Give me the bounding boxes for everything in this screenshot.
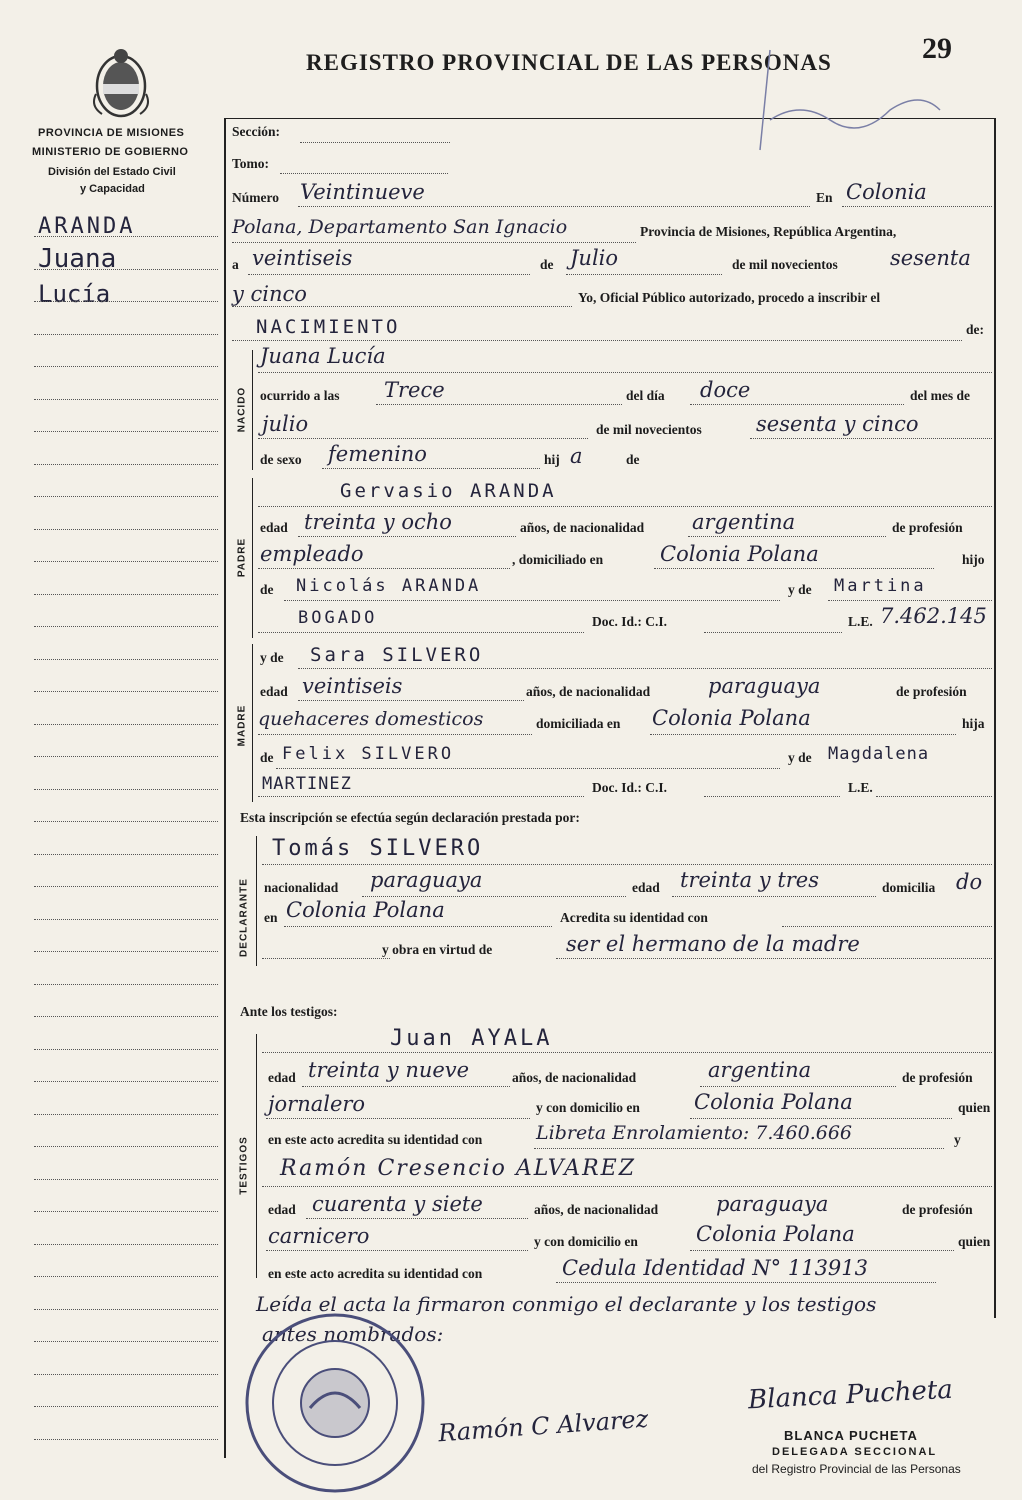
left-ruled-line	[34, 594, 218, 595]
madre-mother-a-value: Magdalena	[828, 744, 930, 764]
madre-hija-label: hija	[962, 716, 985, 731]
padre-mother-b-value: BOGADO	[298, 608, 378, 628]
numero-value: Veintinueve	[300, 180, 425, 204]
sexo-label: de sexo	[260, 452, 302, 467]
testigo-1-prof-value: jornalero	[268, 1092, 366, 1116]
left-ruled-line	[34, 1309, 218, 1310]
testigo-1-dom-value: Colonia Polana	[694, 1090, 853, 1114]
padre-mother-a-value: Martina	[834, 576, 927, 596]
madre-prof-label: de profesión	[896, 684, 967, 699]
declarante-dom-a-value: do	[956, 870, 983, 894]
madre-y-de-label-2: y de	[788, 750, 812, 765]
testigo-2-nac-label: años, de nacionalidad	[534, 1202, 659, 1217]
madre-father-value: Felix SILVERO	[282, 744, 455, 764]
left-ruled-line	[34, 1179, 218, 1180]
year-label: de mil novecientos	[732, 257, 838, 272]
place-a-value: Colonia	[846, 180, 927, 204]
hour-value: Trece	[384, 378, 445, 402]
del-dia-label: del día	[626, 388, 665, 403]
seccion-label: Sección:	[232, 124, 280, 139]
left-surname: ARANDA	[38, 214, 136, 239]
declarante-en-label: en	[264, 910, 278, 925]
province-label: PROVINCIA DE MISIONES	[38, 127, 185, 139]
declarante-bracket	[256, 836, 257, 966]
left-ruled-line	[34, 334, 218, 335]
testigo-1-edad-value: treinta y nueve	[308, 1058, 470, 1082]
padre-dom-label: , domiciliado en	[512, 552, 604, 567]
del-mes-label: del mes de	[910, 388, 970, 403]
madre-dom-label: domiciliada en	[536, 716, 621, 731]
testigo-1-quien-label: quien	[958, 1100, 991, 1115]
nacido-bracket	[252, 350, 253, 470]
testigos-intro: Ante los testigos:	[240, 1004, 338, 1019]
left-ruled-line	[34, 1406, 218, 1407]
madre-prof-value: quehaceres domesticos	[258, 708, 484, 730]
official-seal-icon	[240, 1308, 430, 1498]
official-name: BLANCA PUCHETA	[784, 1428, 918, 1443]
left-ruled-line	[34, 886, 218, 887]
place-b-value: Polana, Departamento San Ignacio	[232, 216, 568, 238]
testigo-2-acredita-label: en este acto acredita su identidad con	[268, 1266, 483, 1281]
declarante-virtud-value: ser el hermano de la madre	[566, 932, 860, 956]
left-ruled-line	[34, 1341, 218, 1342]
left-ruled-line	[34, 529, 218, 530]
de-colon-label: de:	[966, 322, 984, 337]
birth-day-value: doce	[700, 378, 751, 402]
page-number: 29	[922, 32, 952, 65]
margin-scribble	[740, 40, 960, 160]
left-ruled-line	[34, 821, 218, 822]
madre-bracket	[252, 644, 253, 802]
nacido-de-label: de	[626, 452, 640, 467]
madre-dom-value: Colonia Polana	[652, 706, 811, 730]
hij-suffix-value: a	[570, 444, 583, 468]
declarante-edad-value: treinta y tres	[680, 868, 820, 892]
declarante-obra-label: y obra en virtud de	[382, 942, 493, 957]
left-ruled-line	[34, 789, 218, 790]
left-ruled-line	[34, 919, 218, 920]
year-a-value: sesenta	[890, 246, 971, 270]
left-ruled-line	[34, 366, 218, 367]
left-frame-line	[224, 118, 226, 1458]
testigos-bracket	[256, 1034, 257, 1278]
left-ruled-line	[34, 1016, 218, 1017]
left-ruled-line	[34, 1439, 218, 1440]
madre-edad-value: veintiseis	[302, 674, 403, 698]
year-b-value: y cinco	[232, 282, 307, 306]
left-ruled-line	[34, 1374, 218, 1375]
madre-y-de-label: y de	[260, 650, 284, 665]
left-ruled-line	[34, 1146, 218, 1147]
testigo-1-prof-label: de profesión	[902, 1070, 973, 1085]
testigo-2-dom-value: Colonia Polana	[696, 1222, 855, 1246]
tomo-label: Tomo:	[232, 156, 270, 171]
hij-label: hij	[544, 452, 560, 467]
padre-edad-value: treinta y ocho	[304, 510, 452, 534]
testigo-2-id-value: Cedula Identidad N° 113913	[562, 1256, 869, 1280]
left-ruled-line	[34, 659, 218, 660]
left-ruled-line	[34, 301, 218, 302]
madre-edad-label: edad	[260, 684, 288, 699]
declarante-section-label: DECLARANTE	[238, 878, 250, 957]
declarante-dom-value: Colonia Polana	[286, 898, 445, 922]
witness-signature: Ramón C Alvarez	[437, 1404, 650, 1448]
left-ruled-line	[34, 431, 218, 432]
birth-year-value: sesenta y cinco	[756, 412, 919, 436]
padre-le-value: 7.462.145	[880, 604, 987, 628]
testigo-1-name: Juan AYALA	[390, 1026, 553, 1051]
division-label-2: y Capacidad	[80, 183, 145, 195]
padre-y-de-label: y de	[788, 582, 812, 597]
testigo-2-nac-value: paraguaya	[716, 1192, 829, 1216]
registry-title: REGISTRO PROVINCIAL DE LAS PERSONAS	[306, 50, 832, 75]
ocurrido-label: ocurrido a las	[260, 388, 340, 403]
testigo-2-dom-label: y con domicilio en	[534, 1234, 638, 1249]
official-role: DELEGADA SECCIONAL	[772, 1446, 938, 1458]
left-ruled-line	[34, 1081, 218, 1082]
left-ruled-line	[34, 496, 218, 497]
nacido-name: Juana Lucía	[260, 344, 386, 368]
month-value: Julio	[570, 246, 619, 270]
declarante-acredita-label: Acredita su identidad con	[560, 910, 708, 925]
testigo-2-prof-label: de profesión	[902, 1202, 973, 1217]
testigo-2-name: Ramón Cresencio ALVAREZ	[280, 1156, 636, 1181]
de-label: de	[540, 257, 554, 272]
division-label-1: División del Estado Civil	[48, 166, 176, 178]
madre-doc-label: Doc. Id.: C.I.	[592, 780, 668, 795]
nacido-year-label: de mil novecientos	[596, 422, 702, 437]
testigo-2-edad-label: edad	[268, 1202, 296, 1217]
declarante-nac-value: paraguaya	[370, 868, 483, 892]
left-name-1: Juana	[38, 244, 117, 274]
padre-nac-value: argentina	[692, 510, 796, 534]
madre-le-label: L.E.	[848, 780, 873, 795]
madre-mother-b-value: MARTINEZ	[262, 774, 352, 794]
testigo-2-edad-value: cuarenta y siete	[312, 1192, 483, 1216]
declarante-nac-label: nacionalidad	[264, 880, 339, 895]
left-name-2: Lucía	[38, 280, 111, 308]
madre-section-label: MADRE	[236, 704, 248, 747]
left-ruled-line	[34, 561, 218, 562]
left-ruled-line	[34, 854, 218, 855]
left-ruled-line	[34, 626, 218, 627]
official-org: del Registro Provincial de las Personas	[752, 1462, 961, 1476]
testigo-1-edad-label: edad	[268, 1070, 296, 1085]
ministry-label: MINISTERIO DE GOBIERNO	[32, 146, 189, 158]
nacido-section-label: NACIDO	[236, 386, 248, 433]
testigo-1-acredita-label: en este acto acredita su identidad con	[268, 1132, 483, 1147]
padre-name: Gervasio ARANDA	[340, 480, 557, 502]
left-ruled-line	[34, 1114, 218, 1115]
padre-nac-label: años, de nacionalidad	[520, 520, 645, 535]
en-label: En	[816, 190, 833, 205]
birth-month-value: julio	[262, 412, 309, 436]
province-text: Provincia de Misiones, República Argentina,	[640, 224, 897, 239]
padre-bracket	[252, 478, 253, 638]
padre-prof-label: de profesión	[892, 520, 963, 535]
testigo-1-nac-label: años, de nacionalidad	[512, 1070, 637, 1085]
left-ruled-line	[34, 984, 218, 985]
madre-nac-label: años, de nacionalidad	[526, 684, 651, 699]
a-label: a	[232, 257, 239, 272]
declarante-name: Tomás SILVERO	[272, 836, 484, 861]
madre-de-label: de	[260, 750, 274, 765]
padre-section-label: PADRE	[236, 537, 248, 578]
padre-hijo-label: hijo	[962, 552, 985, 567]
left-ruled-line	[34, 691, 218, 692]
left-ruled-line	[34, 1244, 218, 1245]
left-ruled-line	[34, 756, 218, 757]
left-ruled-line	[34, 724, 218, 725]
padre-doc-label: Doc. Id.: C.I.	[592, 614, 668, 629]
declarante-edad-label: edad	[632, 880, 660, 895]
act-type-value: NACIMIENTO	[256, 316, 401, 338]
closing-line-2: antes nombrados:	[262, 1322, 444, 1346]
testigo-1-id-value: Libreta Enrolamiento: 7.460.666	[536, 1122, 853, 1144]
testigo-2-prof-value: carnicero	[268, 1224, 370, 1248]
left-ruled-line	[34, 1049, 218, 1050]
padre-dom-value: Colonia Polana	[660, 542, 819, 566]
padre-prof-value: empleado	[260, 542, 364, 566]
padre-father-value: Nicolás ARANDA	[296, 576, 482, 596]
left-ruled-line	[34, 1276, 218, 1277]
padre-edad-label: edad	[260, 520, 288, 535]
madre-nac-value: paraguaya	[708, 674, 821, 698]
coat-of-arms-icon	[88, 44, 154, 120]
testigo-1-nac-value: argentina	[708, 1058, 812, 1082]
left-ruled-line	[34, 951, 218, 952]
right-frame-line	[994, 118, 996, 1318]
sexo-value: femenino	[328, 442, 427, 466]
day-value: veintiseis	[252, 246, 353, 270]
left-ruled-line	[34, 464, 218, 465]
left-ruled-line	[34, 399, 218, 400]
declarante-intro: Esta inscripción se efectúa según declaración prestada por:	[240, 810, 580, 825]
closing-line-1: Leída el acta la firmaron conmigo el declarante y los testigos	[256, 1292, 877, 1316]
left-ruled-line	[34, 269, 218, 270]
padre-le-label: L.E.	[848, 614, 873, 629]
left-ruled-line	[34, 1211, 218, 1212]
testigo-2-quien-label: quien	[958, 1234, 991, 1249]
official-signature: Blanca Pucheta	[747, 1374, 954, 1416]
padre-de-label: de	[260, 582, 274, 597]
testigo-1-y-label: y	[954, 1132, 961, 1147]
testigos-section-label: TESTIGOS	[238, 1136, 250, 1195]
left-ruled-line	[34, 236, 218, 237]
official-text: Yo, Oficial Público autorizado, procedo a inscribir el	[578, 290, 881, 305]
testigo-1-dom-label: y con domicilio en	[536, 1100, 640, 1115]
declarante-dom-label: domicilia	[882, 880, 936, 895]
numero-label: Número	[232, 190, 279, 205]
madre-name: Sara SILVERO	[310, 644, 484, 666]
